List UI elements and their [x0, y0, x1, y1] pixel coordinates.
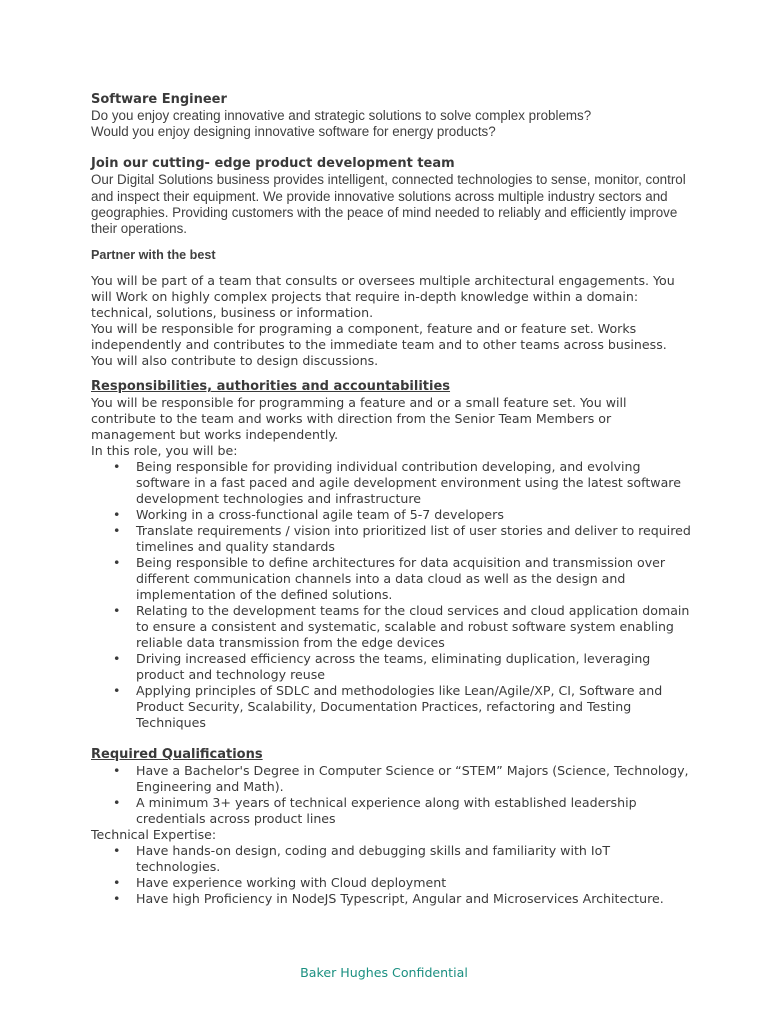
list-item: • Have high Proficiency in NodeJS Typescript, Angular and Microservices Architecture.	[91, 891, 691, 907]
list-item: • Translate requirements / vision into prioritized list of user stories and deliver to required timelines and quality standards	[91, 523, 691, 555]
qualifications-list	[91, 763, 691, 827]
list-item: • Applying principles of SDLC and methodologies like Lean/Agile/XP, CI, Software and Product Security, Scalability, Documentation Practices, refactoring and Testing Techniques	[91, 683, 691, 731]
list-item: • Have hands-on design, coding and debugging skills and familiarity with IoT technologies.	[91, 843, 691, 875]
team-heading: Join our cutting- edge product development team	[91, 156, 455, 172]
responsibilities-list	[91, 459, 691, 731]
list-item: • Driving increased efficiency across the teams, eliminating duplication, leveraging product and technology reuse	[91, 651, 691, 683]
list-item: • Have a Bachelor's Degree in Computer Science or “STEM” Majors (Science, Technology, Engineering and Math).	[91, 763, 691, 795]
responsibilities-paragraph: You will be responsible for programming a feature and or a small feature set. You will contribute to the team and works with direction from the Senior Team Members or management but works independently.	[91, 395, 627, 443]
technical-expertise-list	[91, 843, 691, 907]
job-title: Software Engineer	[91, 92, 227, 107]
list-item: • Working in a cross-functional agile team of 5-7 developers	[91, 507, 691, 523]
list-item: • Being responsible to define architectures for data acquisition and transmission over different communication channels into a data cloud as well as the design and implementation of the defined solutions.	[91, 555, 691, 603]
document-page	[91, 92, 691, 907]
responsibilities-heading: Responsibilities, authorities and accountabilities	[91, 379, 451, 395]
list-item: • Being responsible for providing individual contribution developing, and evolving software in a fast paced and agile development environment using the latest software development technologies and infrastructure	[91, 459, 691, 507]
responsibilities-lead: In this role, you will be:	[91, 443, 238, 459]
intro-line-1: Do you enjoy creating innovative and strategic solutions to solve complex problems?	[91, 108, 592, 123]
team-paragraph: Our Digital Solutions business provides intelligent, connected technologies to sense, monitor, control and inspect their equipment. We provide innovative solutions across multiple industry sectors and geographies. Providing customers with the peace of mind needed to reliably and efficiently improve their operations.	[91, 172, 686, 237]
partner-paragraph-1: You will be part of a team that consults or oversees multiple architectural engagements. You will Work on highly complex projects that require in-depth knowledge within a domain: technical, solutions, business or information.	[91, 273, 675, 321]
technical-expertise-label: Technical Expertise:	[91, 827, 217, 843]
partner-heading: Partner with the best	[91, 248, 216, 263]
confidential-footer: Baker Hughes Confidential	[300, 965, 468, 980]
qualifications-heading: Required Qualifications	[91, 747, 263, 763]
list-item: • Have experience working with Cloud deployment	[91, 875, 691, 891]
intro-line-2: Would you enjoy designing innovative software for energy products?	[91, 124, 496, 140]
list-item: • A minimum 3+ years of technical experience along with established leadership credentials across product lines	[91, 795, 691, 827]
partner-paragraph-2: You will be responsible for programing a component, feature and or feature set. Works independently and contributes to the immediate team and to other teams across business. You will also contribute to design discussions.	[91, 321, 667, 369]
list-item: • Relating to the development teams for the cloud services and cloud application domain to ensure a consistent and systematic, scalable and robust software system enabling reliable data transmission from the edge devices	[91, 603, 691, 651]
